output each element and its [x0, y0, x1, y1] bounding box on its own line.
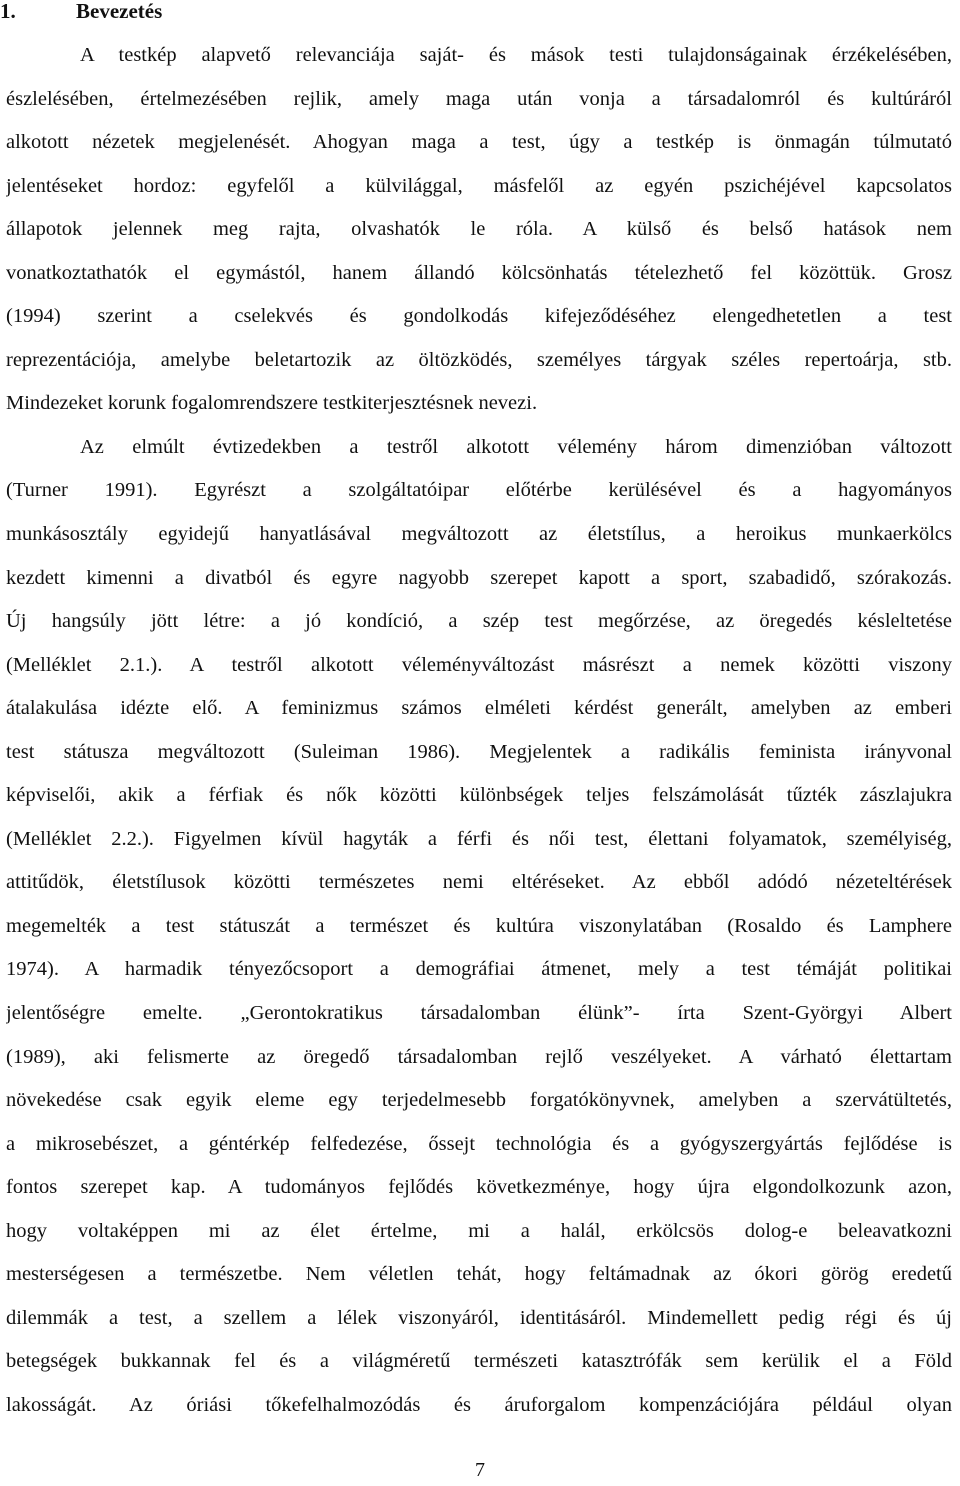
text-line: a mikrosebészet, a géntérkép felfedezése, őssejt technológia és a gyógyszergyártás fejlődése is: [6, 1132, 952, 1155]
text-line: növekedése csak egyik eleme egy terjedelmesebb forgatókönyvnek, amelyben a szervátültetés,: [6, 1089, 952, 1112]
text-line: képviselői, akik a férfiak és nők közötti különbségek teljes felszámolását tűzték zászlajukra: [6, 784, 952, 807]
text-line: alkotott nézetek megjelenését. Ahogyan maga a test, úgy a testkép is önmagán túlmutató: [6, 131, 952, 154]
text-line: jelentőségre emelte. „Gerontokratikus társadalomban élünk”- írta Szent-Györgyi Albert: [6, 1002, 952, 1025]
text-line: test státusza megváltozott (Suleiman 1986). Megjelentek a radikális feminista irányvonal: [6, 740, 952, 763]
text-line: állapotok jelennek meg rajta, olvashatók le róla. A külső és belső hatások nem: [6, 218, 952, 241]
text-line: észlelésében, értelmezésében rejlik, amely maga után vonja a társadalomról és kultúráról: [6, 87, 952, 110]
text-line: (Melléklet 2.1.). A testről alkotott véleményváltozást másrészt a nemek közötti viszony: [6, 653, 952, 676]
text-line: vonatkoztathatók el egymástól, hanem állandó kölcsönhatás tételezhető fel közöttük. Grosz: [6, 261, 952, 284]
body-text: [6, 34, 952, 1428]
text-line: attitűdök, életstílusok közötti természetes nemi eltéréseket. Az ebből adódó nézeteltérések: [6, 871, 952, 894]
text-line: Új hangsúly jött létre: a jó kondíció, a szép test megőrzése, az öregedés késleltetése: [6, 610, 952, 633]
text-line: hogy voltaképpen mi az élet értelme, mi a halál, erkölcsös dolog-e beleavatkozni: [6, 1219, 952, 1242]
text-line: átalakulása idézte elő. A feminizmus számos elméleti kérdést generált, amelyben az emberi: [6, 697, 952, 720]
text-line: jelentéseket hordoz: egyfelől a külvilággal, másfelől az egyén pszichéjével kapcsolatos: [6, 174, 952, 197]
text-line: kezdett kimenni a divatból és egyre nagyobb szerepet kapott a sport, szabadidő, szórakozás.: [6, 566, 952, 589]
text-line: lakosságát. Az óriási tőkefelhalmozódás és áruforgalom kompenzációjára például olyan: [6, 1393, 952, 1416]
text-line: Mindezeket korunk fogalomrendszere testkiterjesztésnek nevezi.: [6, 392, 538, 415]
text-line: fontos szerepet kap. A tudományos fejlődés következménye, hogy újra elgondolkozunk azon,: [6, 1176, 952, 1199]
text-line: Az elmúlt évtizedekben a testről alkotott vélemény három dimenzióban változott: [80, 435, 952, 458]
section-heading: [0, 0, 162, 26]
text-line: mesterségesen a természetbe. Nem véletlen tehát, hogy feltámadnak az ókori görög eredetű: [6, 1263, 952, 1286]
text-line: reprezentációja, amelybe beletartozik az öltözködés, személyes tárgyak széles repertoárja, stb.: [6, 348, 952, 371]
text-line: betegségek bukkannak fel és a világméretű természeti katasztrófák sem kerülik el a Föld: [6, 1350, 952, 1373]
text-line: A testkép alapvető relevanciája saját- és mások testi tulajdonságainak érzékelésében,: [80, 44, 952, 66]
text-line: megemelték a test státuszát a természet és kultúra viszonylatában (Rosaldo és Lamphere: [6, 914, 952, 937]
text-line: (1994) szerint a cselekvés és gondolkodás kifejeződéséhez elengedhetetlen a test: [6, 305, 952, 328]
text-line: dilemmák a test, a szellem a lélek viszonyáról, identitásáról. Mindemellett pedig régi és új: [6, 1306, 952, 1329]
page-number: 7: [475, 1459, 485, 1481]
section-title: Bevezetés: [76, 0, 163, 23]
text-line: (Turner 1991). Egyrészt a szolgáltatóipar előtérbe kerülésével és a hagyományos: [6, 479, 952, 502]
section-number: 1.: [0, 0, 16, 23]
text-line: 1974). A harmadik tényezőcsoport a demográfiai átmenet, mely a test témáját politikai: [6, 958, 952, 981]
text-line: (Melléklet 2.2.). Figyelmen kívül hagyták a férfi és női test, élettani folyamatok, személyiség,: [6, 827, 952, 850]
text-line: (1989), aki felismerte az öregedő társadalomban rejlő veszélyeket. A várható élettartam: [6, 1045, 952, 1068]
text-line: munkásosztály egyidejű hanyatlásával megváltozott az életstílus, a heroikus munkaerkölcs: [6, 523, 952, 546]
